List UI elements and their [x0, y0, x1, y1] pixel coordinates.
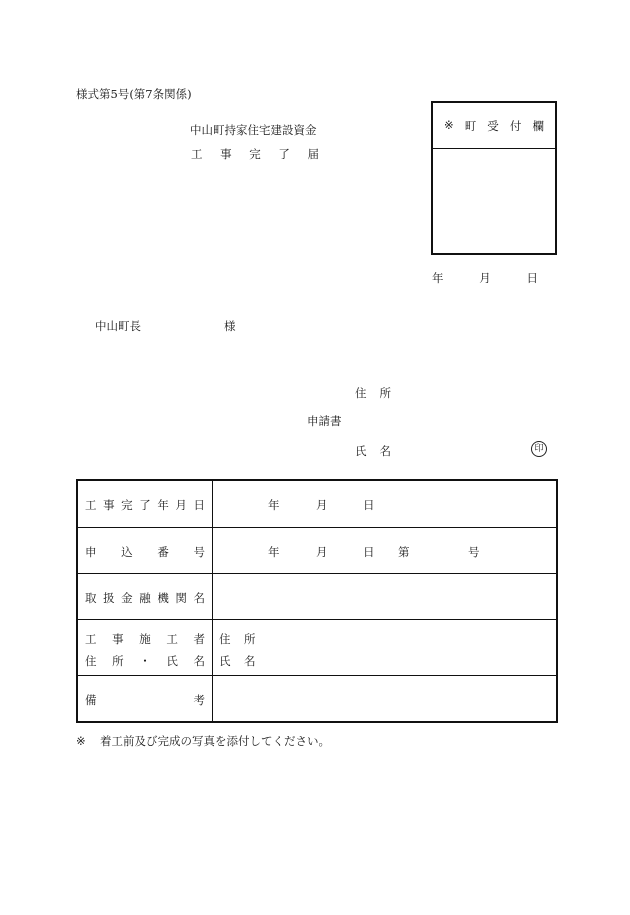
label-char: 名 — [193, 654, 205, 668]
label-char: 金 — [121, 591, 133, 605]
label-char: 融 — [139, 591, 151, 605]
completion-details-table — [76, 479, 558, 723]
table-row-completion-date — [78, 481, 556, 527]
label-char: 年 — [157, 498, 169, 512]
financial-institution-field[interactable] — [213, 574, 556, 619]
applicant-label: 申請書 — [307, 414, 342, 428]
contractor-name-char: 氏 — [219, 654, 231, 668]
label-char: 名 — [193, 591, 205, 605]
note-text: 着工前及び完成の写真を添付してください。 — [100, 734, 330, 748]
seal-mark: 印 — [531, 441, 547, 457]
photo-note — [76, 733, 330, 749]
label-char: 考 — [193, 693, 205, 707]
applicant-address-label — [355, 385, 391, 401]
row-label — [78, 574, 213, 619]
label-char: 完 — [121, 498, 133, 512]
receipt-stamp-area[interactable] — [433, 149, 555, 253]
label-char: 了 — [139, 498, 151, 512]
receipt-header-char: 受 — [487, 118, 499, 133]
town-receipt-box — [431, 101, 557, 255]
row-label — [78, 481, 213, 527]
label-char: 事 — [112, 632, 124, 646]
date-year-label: 年 — [432, 271, 444, 285]
table-row-remarks — [78, 675, 556, 721]
date-day-label: 日 — [526, 271, 538, 285]
title-char: 届 — [307, 147, 319, 161]
label-char: 者 — [193, 632, 205, 646]
label-char: 住 — [355, 386, 367, 400]
title-char: 完 — [249, 147, 261, 161]
label-char: 番 — [157, 545, 169, 559]
label-char: 所 — [379, 386, 391, 400]
label-char: 所 — [112, 654, 124, 668]
document-title-line1: 中山町持家住宅建設資金 — [190, 123, 317, 137]
completion-date-field[interactable] — [213, 481, 556, 527]
label-char: 日 — [193, 498, 205, 512]
applicant-name-label — [355, 443, 391, 459]
receipt-header-char: 付 — [509, 118, 522, 133]
addressee-name: 中山町長 — [95, 319, 141, 333]
month-label: 月 — [316, 498, 328, 512]
title-char: 工 — [191, 147, 203, 161]
label-char: 工 — [85, 498, 97, 512]
document-title-line2 — [191, 146, 319, 162]
title-char: 事 — [220, 147, 232, 161]
date-month-label: 月 — [479, 271, 491, 285]
label-char: 申 — [85, 545, 97, 559]
label-char: ・ — [139, 654, 151, 668]
title-char: 了 — [278, 147, 290, 161]
row-label — [78, 528, 213, 573]
label-char: 扱 — [103, 591, 115, 605]
form-number-label: 様式第5号(第7条関係) — [76, 87, 192, 101]
table-row-financial-institution — [78, 573, 556, 619]
year-label: 年 — [268, 498, 280, 512]
addressee-honorific: 様 — [224, 319, 236, 333]
number-prefix-label: 第 — [398, 545, 410, 559]
label-char: 工 — [166, 632, 178, 646]
contractor-address-char: 住 — [219, 632, 231, 646]
submission-date[interactable] — [432, 270, 538, 286]
label-char: 住 — [85, 654, 97, 668]
receipt-mark: ※ — [444, 117, 454, 132]
label-char: 号 — [193, 545, 205, 559]
label-char: 込 — [121, 545, 133, 559]
contractor-field[interactable] — [213, 620, 556, 675]
label-char: 氏 — [355, 444, 367, 458]
table-row-contractor — [78, 619, 556, 675]
label-char: 備 — [85, 693, 97, 707]
application-number-field[interactable] — [213, 528, 556, 573]
label-char: 工 — [85, 632, 97, 646]
label-char: 名 — [379, 444, 391, 458]
contractor-address-char: 所 — [244, 632, 256, 646]
receipt-box-header — [433, 103, 555, 149]
receipt-header-char: 町 — [464, 118, 477, 133]
label-char: 取 — [85, 591, 97, 605]
month-label: 月 — [316, 545, 328, 559]
row-label — [78, 620, 213, 675]
row-label — [78, 676, 213, 721]
label-char: 事 — [103, 498, 115, 512]
contractor-name-char: 名 — [244, 654, 256, 668]
number-suffix-label: 号 — [468, 545, 480, 559]
label-char: 月 — [175, 498, 187, 512]
table-row-application-number — [78, 527, 556, 573]
label-char: 氏 — [166, 654, 178, 668]
note-mark: ※ — [76, 734, 86, 748]
year-label: 年 — [268, 545, 280, 559]
remarks-field[interactable] — [213, 676, 556, 721]
day-label: 日 — [363, 545, 375, 559]
receipt-header-char: 欄 — [532, 118, 544, 133]
label-char: 関 — [175, 591, 187, 605]
day-label: 日 — [363, 498, 375, 512]
label-char: 施 — [139, 632, 151, 646]
label-char: 機 — [157, 591, 169, 605]
